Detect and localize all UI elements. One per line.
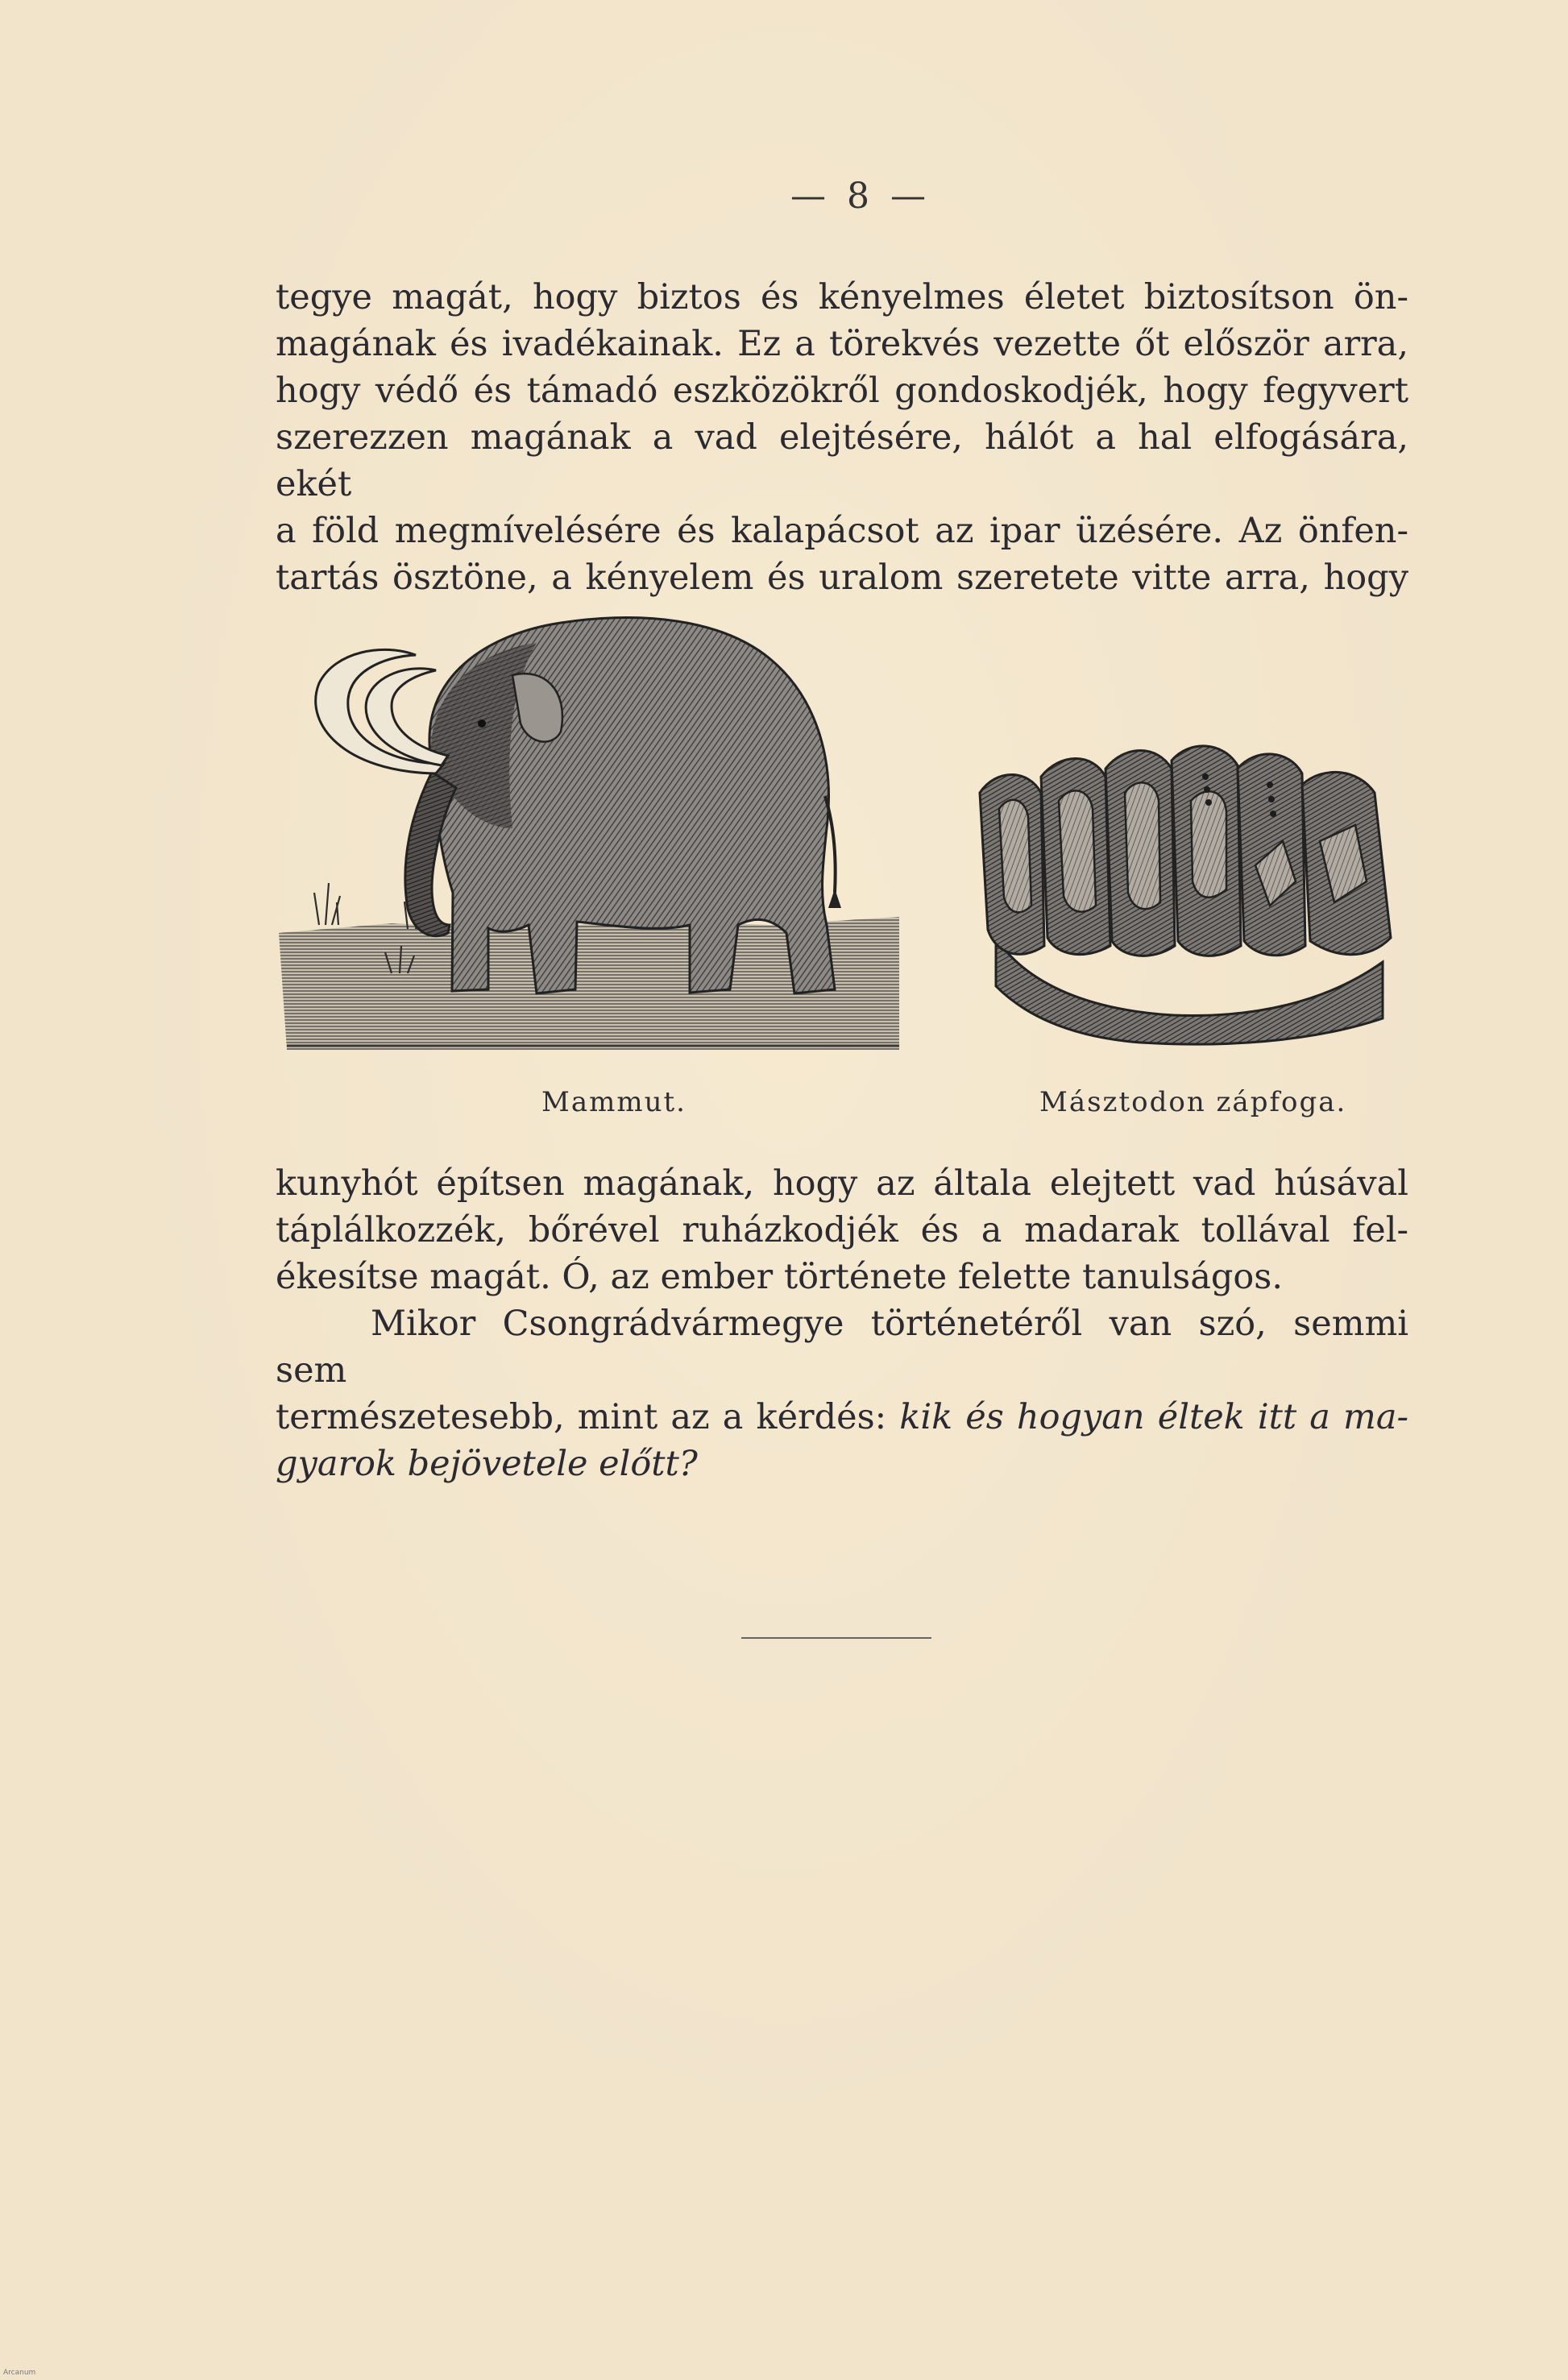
text-line: ékesítse magát. Ó, az ember története felette tanulságos. xyxy=(276,1257,1284,1297)
mammoth-caption: Mammut. xyxy=(541,1086,687,1118)
text-line: kunyhót építsen magának, hogy az általa elejtett vad húsával xyxy=(276,1163,1408,1204)
paragraph-top xyxy=(276,274,1408,601)
text-line: a föld megmívelésére és kalapácsot az ipar üzésére. Az önfen- xyxy=(276,511,1408,551)
mastodon-tooth-caption: Másztodon zápfoga. xyxy=(1039,1086,1347,1118)
text-line: szerezzen magának a vad elejtésére, hálót a hal elfogására, ekét xyxy=(276,417,1408,504)
italic-question-end: gyarok bejövetele előtt? xyxy=(276,1444,698,1484)
text-line: magának és ivadékainak. Ez a törekvés vezette őt először arra, xyxy=(276,324,1408,364)
text-line xyxy=(276,1441,1408,1487)
page-number: — 8 — xyxy=(790,176,931,217)
mastodon-tooth-illustration xyxy=(964,744,1410,1051)
paragraph-bottom xyxy=(276,1160,1408,1487)
scan-watermark: Arcanum xyxy=(3,2369,36,2377)
italic-question: kik és hogyan éltek itt a ma- xyxy=(899,1397,1408,1437)
text-line: táplálkozzék, bőrével ruházkodjék és a madarak tollával fel- xyxy=(276,1210,1408,1250)
text-line: tartás ösztöne, a kényelem és uralom szeretete vitte arra, hogy xyxy=(276,558,1408,598)
section-end-rule xyxy=(741,1637,931,1639)
text-line xyxy=(276,1394,1408,1441)
text-line: tegye magát, hogy biztos és kényelmes életet biztosítson ön- xyxy=(276,277,1408,317)
text-line: hogy védő és támadó eszközökről gondoskodjék, hogy fegyvert xyxy=(276,371,1408,411)
mammoth-illustration xyxy=(271,587,907,1054)
text-line: Mikor Csongrádvármegye történetéről van szó, semmi sem xyxy=(276,1304,1408,1391)
text-fragment: természetesebb, mint az a kérdés: xyxy=(276,1397,900,1437)
